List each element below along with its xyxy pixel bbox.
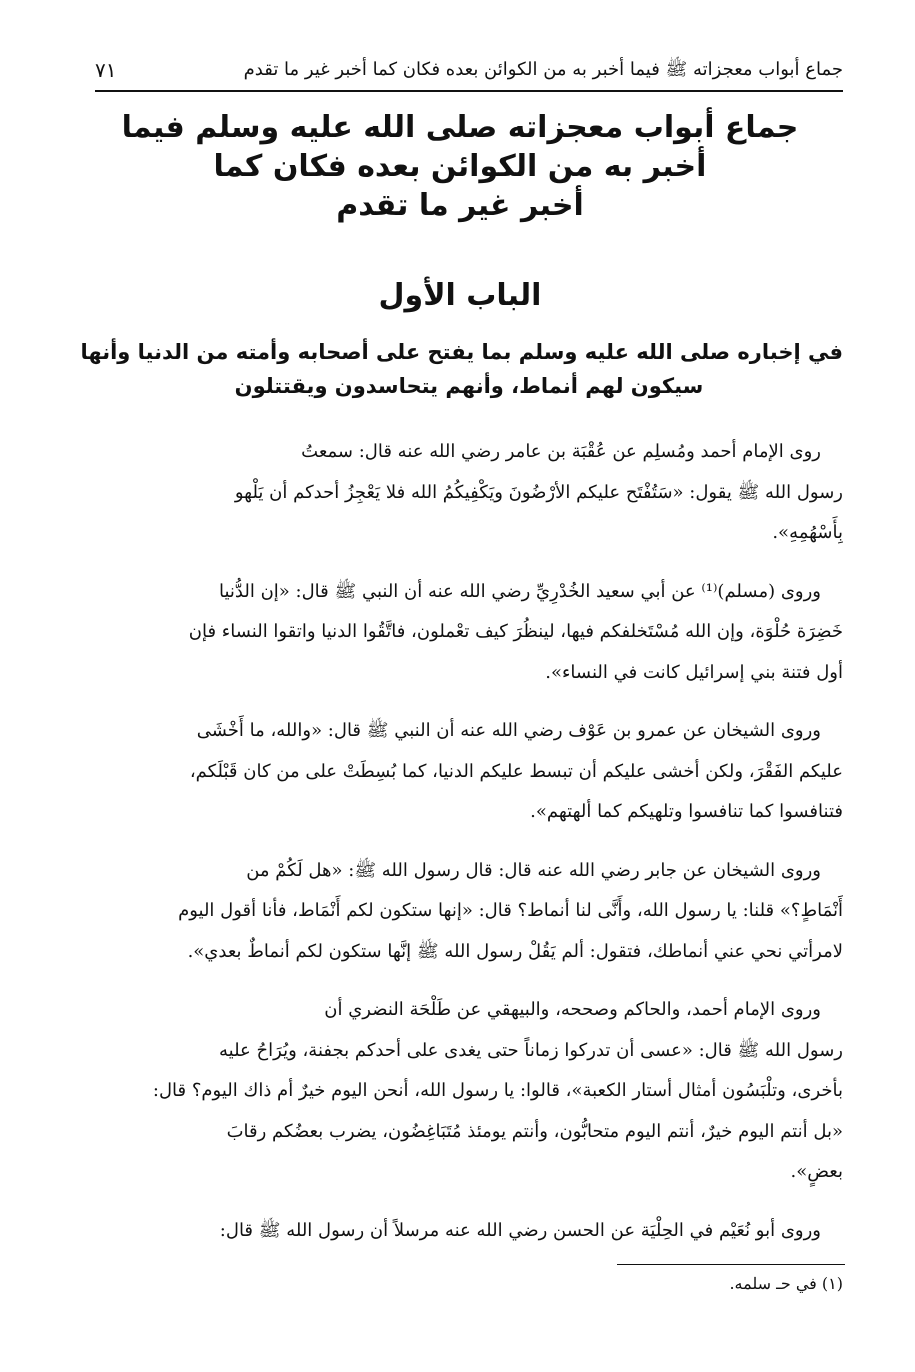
page-number: ٧١	[95, 58, 117, 82]
paragraph	[95, 572, 843, 694]
text-line: عليكم الفَقْرَ، ولكن أخشى عليكم أن تبسط عليكم الدنيا، كما بُسِطَتْ على من كان قَبْلَكم،	[189, 760, 843, 782]
text-line: أَنْمَاطٍ؟» قلنا: يا رسول الله، وأَنَّى لنا أنماط؟ قال: «إنها ستكون لكم أَنْمَاط، فأنا أقول اليوم	[178, 900, 843, 921]
text-line: وروى الإمام أحمد، والحاكم وصححه، والبيهقي عن طَلْحَة النضري أن	[324, 999, 821, 1020]
chapter-subtitle-line: في إخباره صلى الله عليه وسلم بما يفتح على أصحابه وأمته من الدنيا وأنها	[80, 340, 843, 364]
chapter-subtitle	[80, 336, 843, 403]
text-line: وروى الشيخان عن عمرو بن عَوْف رضي الله عنه أن النبي ﷺ قال: «والله، ما أَخْشَى	[196, 720, 821, 741]
chapter-subtitle-line: سيكون لهم أنماط، وأنهم يتحاسدون ويقتتلون	[234, 373, 704, 398]
text-line: أول فتنة بني إسرائيل كانت في النساء».	[545, 661, 843, 683]
footnote-divider	[617, 1264, 845, 1265]
body-text	[95, 432, 843, 1269]
paragraph	[95, 851, 843, 973]
text-line: روى الإمام أحمد ومُسلِم عن عُقْبَة بن عامر رضي الله عنه قال: سمعتُ	[301, 441, 821, 462]
main-title-line: أخبر به من الكوائن بعده فكان كما	[213, 149, 707, 184]
text-line: خَضِرَة حُلْوَة، وإن الله مُسْتَخلفكم فيها، لينظُرَ كيف تعْملون، فاتَّقُوا الدنيا واتقوا النساء فإن	[188, 621, 843, 642]
text-line: بعضٍ».	[790, 1161, 843, 1182]
paragraph	[95, 711, 843, 833]
main-title-line: جماع أبواب معجزاته صلى الله عليه وسلم فيما	[121, 110, 799, 145]
text-line: بِأَسْهُمِهِ».	[772, 522, 843, 543]
running-header	[95, 52, 843, 92]
text-line: رسول الله ﷺ قال: «عسى أن تدركوا زماناً حتى يغدى على أحدكم بجفنة، ويُرَاحُ عليه	[219, 1039, 843, 1061]
text-line: «بل أنتم اليوم خيرٌ، أنتم اليوم متحابُّون، وأنتم يومئذ مُتَبَاغِضُون، يضرب بعضُكم رقابَ	[226, 1120, 843, 1142]
text-line: وروى الشيخان عن جابر رضي الله عنه قال: قال رسول الله ﷺ: «هل لَكُمْ من	[246, 859, 821, 881]
footnote: (١) في حـ سلمه.	[729, 1274, 843, 1293]
paragraph	[95, 432, 843, 554]
paragraph	[95, 990, 843, 1193]
text-line: رسول الله ﷺ يقول: «سَتُفْتَح عليكم الأرْضُونَ ويَكْفِيكُمُ الله فلا يَعْجِزُ أحدكم أن يَلْهو	[234, 481, 843, 503]
text-line: وروى (مسلم)⁽¹⁾ عن أبي سعيد الخُدْرِيِّ رضي الله عنه أن النبي ﷺ قال: «إن الدُّنيا	[219, 580, 821, 602]
text-line: فتنافسوا كما تنافسوا وتلهيكم كما ألهتهم».	[530, 801, 843, 822]
text-line: بأخرى، وتلْبَسُون أمثال أستار الكعبة»، قالوا: يا رسول الله، أنحن اليوم خيرٌ أم ذاك اليوم؟ قال:	[152, 1080, 843, 1101]
chapter-title: الباب الأول	[378, 278, 542, 313]
main-title-line: أخبر غير ما تقدم	[336, 188, 584, 223]
running-title: جماع أبواب معجزاته ﷺ فيما أخبر به من الكوائن بعده فكان كما أخبر غير ما تقدم	[243, 59, 843, 80]
main-title	[110, 108, 810, 225]
text-line: وروى أبو نُعَيْم في الحِلْيَة عن الحسن رضي الله عنه مرسلاً أن رسول الله ﷺ قال:	[219, 1219, 821, 1241]
paragraph	[95, 1211, 843, 1252]
text-line: لامرأتي نحي عني أنماطك، فتقول: ألم يَقُلْ رسول الله ﷺ إنَّها ستكون لكم أنماطٌ بعدي».	[187, 940, 843, 962]
